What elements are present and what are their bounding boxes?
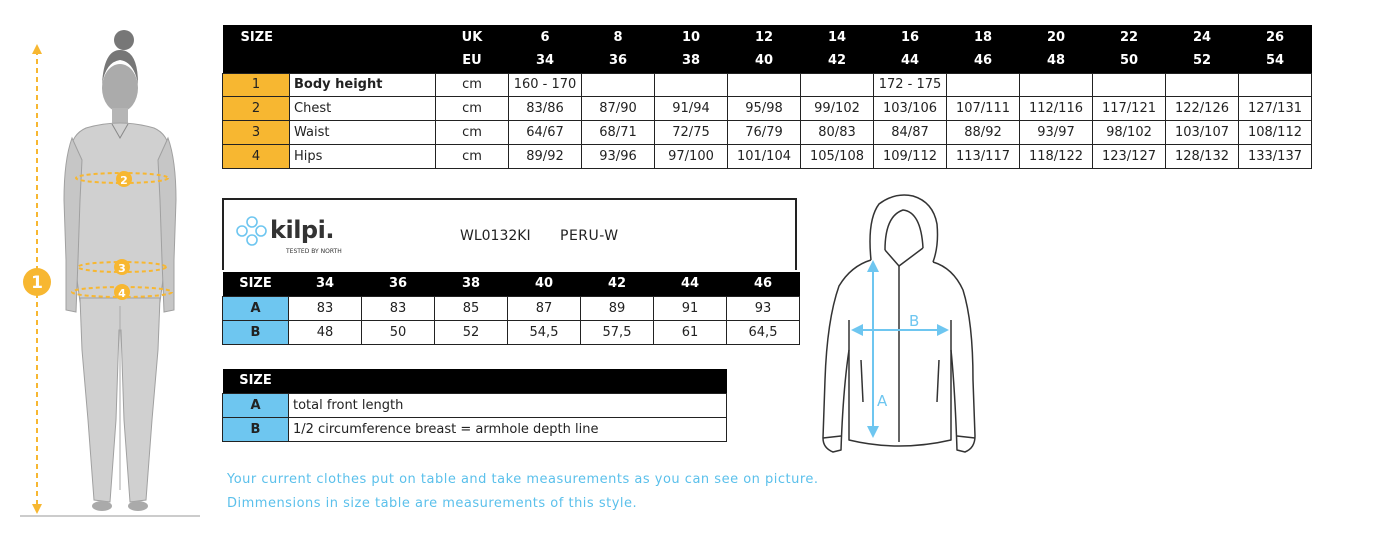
uk-size: 14: [801, 25, 874, 49]
row-text: total front length: [289, 393, 727, 417]
product-table: [222, 272, 800, 345]
table-row: [223, 120, 1312, 144]
uk-size: 20: [1020, 25, 1093, 49]
row-number: 3: [223, 120, 290, 144]
cell: [1239, 73, 1312, 96]
row-unit: cm: [436, 96, 509, 120]
svg-text:B: B: [909, 312, 920, 330]
row-name: Body height: [290, 73, 436, 96]
row-label: B: [223, 417, 289, 441]
size-header: SIZE: [223, 272, 289, 296]
cell: 85: [435, 296, 508, 320]
cell: 68/71: [582, 120, 655, 144]
uk-size: 10: [655, 25, 728, 49]
eu-size: 36: [582, 49, 655, 73]
cell: 61: [654, 320, 727, 344]
cell: 89: [581, 296, 654, 320]
eu-size: 42: [801, 49, 874, 73]
cell: 57,5: [581, 320, 654, 344]
row-number: 1: [223, 73, 290, 96]
eu-size: 52: [1166, 49, 1239, 73]
table-row: [223, 73, 1312, 96]
cell: 91: [654, 296, 727, 320]
cell: 98/102: [1093, 120, 1166, 144]
size-col: 42: [581, 272, 654, 296]
cell: 80/83: [801, 120, 874, 144]
cell: 83: [289, 296, 362, 320]
row-name: Waist: [290, 120, 436, 144]
eu-size: 54: [1239, 49, 1312, 73]
cell: 113/117: [947, 144, 1020, 168]
cell: 54,5: [508, 320, 581, 344]
table-row: [223, 144, 1312, 168]
cell: 52: [435, 320, 508, 344]
cell: 97/100: [655, 144, 728, 168]
uk-size: 18: [947, 25, 1020, 49]
cell: 72/75: [655, 120, 728, 144]
row-name: Chest: [290, 96, 436, 120]
cell: 127/131: [1239, 96, 1312, 120]
uk-size: 22: [1093, 25, 1166, 49]
kilpi-logo-text: kilpi.: [270, 216, 334, 244]
row-label: B: [223, 320, 289, 344]
eu-size: 50: [1093, 49, 1166, 73]
cell: 93/97: [1020, 120, 1093, 144]
uk-size: 6: [509, 25, 582, 49]
size-col: 36: [362, 272, 435, 296]
cell: 76/79: [728, 120, 801, 144]
row-name: Hips: [290, 144, 436, 168]
uk-size: 12: [728, 25, 801, 49]
legend-table: [222, 369, 727, 442]
size-table: [222, 25, 1312, 169]
svg-text:A: A: [877, 392, 888, 410]
row-unit: cm: [436, 120, 509, 144]
cell: 99/102: [801, 96, 874, 120]
row-unit: cm: [436, 144, 509, 168]
eu-size: 38: [655, 49, 728, 73]
cell: 64,5: [727, 320, 800, 344]
cell: 109/112: [874, 144, 947, 168]
uk-size: 26: [1239, 25, 1312, 49]
table-row: [223, 417, 727, 441]
note-line-2: Dimmensions in size table are measurements of this style.: [227, 496, 638, 511]
cell: 93: [727, 296, 800, 320]
svg-text:2: 2: [120, 174, 128, 187]
size-col: 34: [289, 272, 362, 296]
table-row: [223, 320, 800, 344]
cell: 50: [362, 320, 435, 344]
size-header: SIZE: [223, 369, 289, 393]
uk-size: 24: [1166, 25, 1239, 49]
row-number: 4: [223, 144, 290, 168]
size-col: 40: [508, 272, 581, 296]
cell: 84/87: [874, 120, 947, 144]
uk-size: 8: [582, 25, 655, 49]
size-header: SIZE: [223, 25, 290, 49]
kilpi-logo-tagline: TESTED BY NORTH: [286, 248, 342, 255]
uk-size: 16: [874, 25, 947, 49]
row-label: A: [223, 393, 289, 417]
jacket-diagram: [815, 190, 985, 465]
cell: 105/108: [801, 144, 874, 168]
cell: [1093, 73, 1166, 96]
cell: [582, 73, 655, 96]
cell: 64/67: [509, 120, 582, 144]
body-figure: [0, 20, 210, 525]
cell: 107/111: [947, 96, 1020, 120]
product-name: PERU-W: [560, 228, 619, 244]
cell: [1020, 73, 1093, 96]
size-col: 38: [435, 272, 508, 296]
cell: 83: [362, 296, 435, 320]
cell: [655, 73, 728, 96]
eu-size: 44: [874, 49, 947, 73]
svg-text:1: 1: [31, 273, 43, 293]
eu-header: EU: [436, 49, 509, 73]
cell: 123/127: [1093, 144, 1166, 168]
cell: [1166, 73, 1239, 96]
cell: 128/132: [1166, 144, 1239, 168]
row-label: A: [223, 296, 289, 320]
kilpi-logo-icon: [232, 214, 268, 248]
cell: 88/92: [947, 120, 1020, 144]
cell: 117/121: [1093, 96, 1166, 120]
eu-size: 48: [1020, 49, 1093, 73]
cell: 89/92: [509, 144, 582, 168]
row-number: 2: [223, 96, 290, 120]
product-header: [222, 198, 797, 270]
cell: 48: [289, 320, 362, 344]
cell: [947, 73, 1020, 96]
cell: 108/112: [1239, 120, 1312, 144]
product-code: WL0132KI: [460, 228, 531, 244]
cell: 91/94: [655, 96, 728, 120]
cell: 83/86: [509, 96, 582, 120]
cell: 95/98: [728, 96, 801, 120]
cell: [801, 73, 874, 96]
table-row: [223, 96, 1312, 120]
cell: 112/116: [1020, 96, 1093, 120]
row-unit: cm: [436, 73, 509, 96]
table-row: [223, 296, 800, 320]
eu-size: 46: [947, 49, 1020, 73]
cell: 87/90: [582, 96, 655, 120]
eu-size: 40: [728, 49, 801, 73]
cell: 172 - 175: [874, 73, 947, 96]
svg-text:4: 4: [118, 287, 126, 300]
cell: 160 - 170: [509, 73, 582, 96]
table-row: [223, 393, 727, 417]
eu-size: 34: [509, 49, 582, 73]
cell: 87: [508, 296, 581, 320]
cell: 101/104: [728, 144, 801, 168]
cell: 118/122: [1020, 144, 1093, 168]
svg-text:3: 3: [118, 262, 126, 275]
cell: 133/137: [1239, 144, 1312, 168]
cell: 93/96: [582, 144, 655, 168]
size-col: 46: [727, 272, 800, 296]
cell: 103/106: [874, 96, 947, 120]
row-text: 1/2 circumference breast = armhole depth line: [289, 417, 727, 441]
uk-header: UK: [436, 25, 509, 49]
size-col: 44: [654, 272, 727, 296]
note-line-1: Your current clothes put on table and take measurements as you can see on picture.: [227, 472, 819, 487]
cell: 103/107: [1166, 120, 1239, 144]
cell: [728, 73, 801, 96]
cell: 122/126: [1166, 96, 1239, 120]
